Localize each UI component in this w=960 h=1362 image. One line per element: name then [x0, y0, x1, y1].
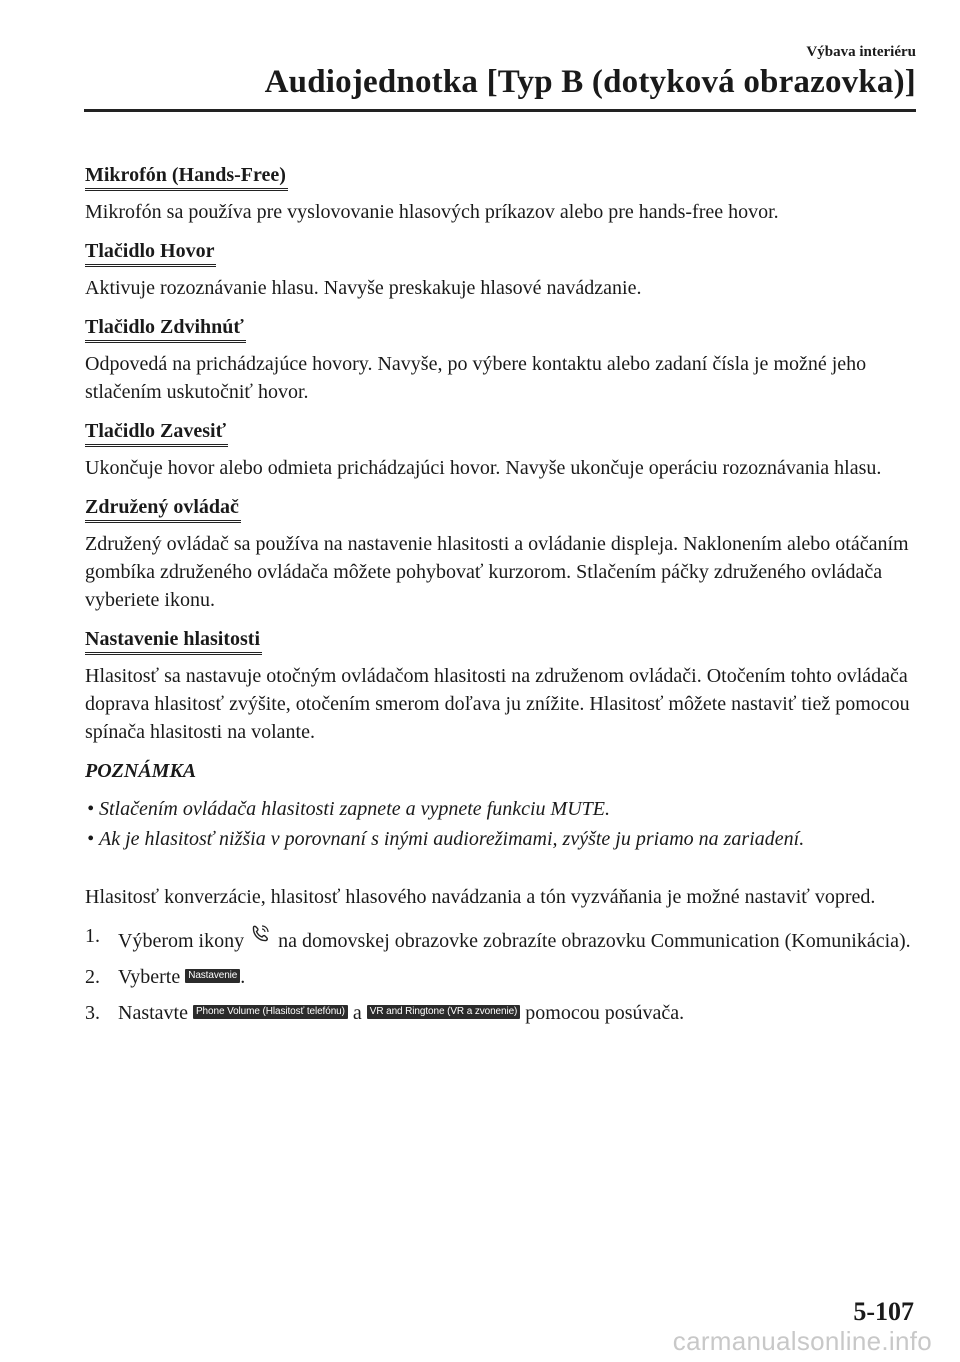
- step-text: pomocou posúvača.: [525, 1002, 685, 1024]
- steps-list: [85, 922, 917, 1027]
- step-item: [85, 999, 917, 1027]
- note-item: [85, 825, 917, 853]
- step-text: Výberom ikony: [118, 930, 245, 952]
- page-title: Audiojednotka [Typ B (dotyková obrazovka)]: [264, 64, 916, 100]
- note-title: POZNÁMKA: [85, 760, 197, 782]
- section-label: Výbava interiéru: [806, 44, 916, 60]
- section-commander: [85, 493, 917, 614]
- section-text: Združený ovládač sa používa na nastavenie hlasitosti a ovládanie displeja. Naklonením alebo otáčaním gombíka združeného ovládača môžete pohybovať kurzorom. Stlačením páčky združeného ovládača vyberiete ikonu.: [85, 533, 909, 611]
- section-heading: Mikrofón (Hands-Free): [85, 163, 288, 191]
- step-text: .: [240, 966, 246, 988]
- note-block: [85, 757, 917, 853]
- step-text: Vyberte: [118, 966, 181, 988]
- note-item: [85, 795, 917, 823]
- bullet-icon: •: [87, 828, 95, 850]
- bullet-icon: •: [87, 798, 95, 820]
- section-heading: Tlačidlo Zavesiť: [85, 419, 228, 447]
- step-text: a: [352, 1002, 362, 1024]
- section-text: Ukončuje hovor alebo odmieta prichádzajúci hovor. Navyše ukončuje operáciu rozoznávania hlasu.: [85, 457, 882, 479]
- section-text: Odpovedá na prichádzajúce hovory. Navyše, po výbere kontaktu alebo zadaní čísla je možné jeho stlačením uskutočniť hovor.: [85, 353, 867, 403]
- step-item: [85, 922, 917, 955]
- watermark: carmanualsonline.info: [672, 1326, 932, 1356]
- vr-ringtone-button[interactable]: VR and Ringtone (VR a zvonenie): [367, 1005, 521, 1019]
- section-heading: Združený ovládač: [85, 495, 241, 523]
- note-text: Ak je hlasitosť nižšia v porovnaní s inými audiorežimami, zvýšte ju priamo na zariadení.: [99, 828, 805, 850]
- section-hangup-button: [85, 417, 917, 482]
- section-pickup-button: [85, 313, 917, 406]
- section-heading: Nastavenie hlasitosti: [85, 627, 262, 655]
- section-text: Mikrofón sa používa pre vyslovovanie hlasových príkazov alebo pre hands-free hovor.: [85, 201, 779, 223]
- step-number: 2.: [85, 966, 100, 988]
- intro-text: Hlasitosť konverzácie, hlasitosť hlasového navádzania a tón vyzváňania je možné nastaviť vopred.: [85, 886, 876, 908]
- note-text: Stlačením ovládača hlasitosti zapnete a vypnete funkciu MUTE.: [99, 798, 610, 820]
- section-text: Hlasitosť sa nastavuje otočným ovládačom hlasitosti na združenom ovládači. Otočením tohto ovládača doprava hlasitosť zvýšite, otočením smerom doľava ju znížite. Hlasitosť môžete nastaviť tiež pomocou spínača hlasitosti na volante.: [85, 665, 910, 743]
- section-volume: [85, 625, 917, 746]
- section-microphone: [85, 161, 917, 226]
- main-content: [85, 161, 917, 1035]
- step-item: [85, 963, 917, 991]
- settings-button[interactable]: Nastavenie: [185, 969, 240, 983]
- step-number: 3.: [85, 1002, 100, 1024]
- communication-icon: [249, 922, 273, 946]
- note-list: [85, 795, 917, 853]
- step-number: 1.: [85, 925, 100, 947]
- section-text: Aktivuje rozoznávanie hlasu. Navyše preskakuje hlasové navádzanie.: [85, 277, 642, 299]
- page-number: 5-107: [853, 1297, 914, 1326]
- section-heading: Tlačidlo Zdvihnúť: [85, 315, 246, 343]
- header-divider: [84, 109, 916, 112]
- step-text: na domovskej obrazovke zobrazíte obrazovku Communication (Komunikácia).: [278, 930, 911, 952]
- step-text: Nastavte: [118, 1002, 188, 1024]
- section-talk-button: [85, 237, 917, 302]
- phone-volume-button[interactable]: Phone Volume (Hlasitosť telefónu): [193, 1005, 348, 1019]
- section-heading: Tlačidlo Hovor: [85, 239, 216, 267]
